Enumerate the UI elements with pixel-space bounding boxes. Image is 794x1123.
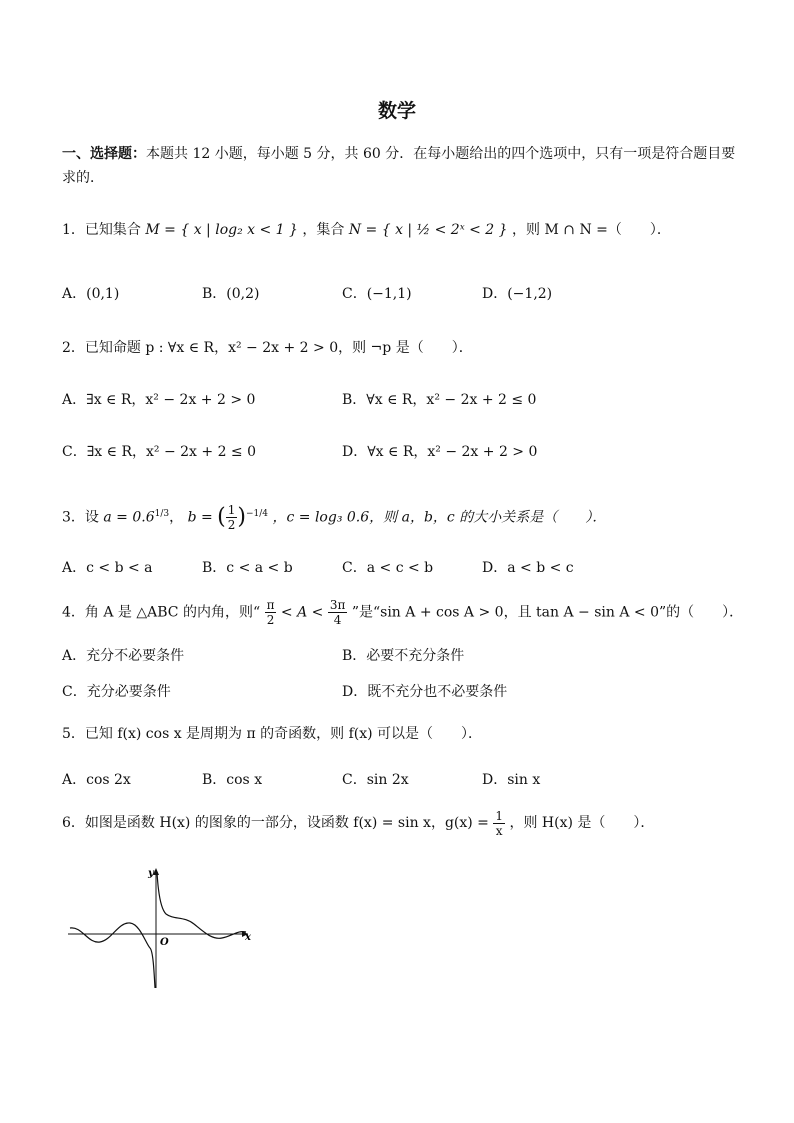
q4-mid: < A < bbox=[280, 604, 328, 621]
q2-option-a[interactable]: A．∃x ∈ R，x² − 2x + 2 > 0 bbox=[62, 392, 256, 408]
page-title: 数学 bbox=[377, 100, 416, 122]
q5-option-b[interactable]: B．cos x bbox=[202, 772, 263, 788]
q5-option-c[interactable]: C．sin 2x bbox=[342, 772, 409, 788]
q4-prefix: 4．角 A 是 △ABC 的内角，则“ bbox=[62, 604, 261, 621]
question-1-stem bbox=[62, 220, 671, 240]
question-5-stem: 5．已知 f(x) cos x 是周期为 π 的奇函数，则 f(x) 可以是（ ）． bbox=[62, 726, 483, 742]
q3-b: b = bbox=[187, 509, 213, 526]
q4-fraction-right: $\frac{3\pi}{4}$ bbox=[329, 598, 346, 627]
q3-a: a = 0.6 bbox=[103, 509, 155, 526]
q4-option-b[interactable]: B．必要不充分条件 bbox=[342, 648, 465, 664]
origin-label: O bbox=[160, 937, 169, 948]
q4-option-a[interactable]: A．充分不必要条件 bbox=[62, 648, 185, 664]
q3-option-d[interactable]: D．a < b < c bbox=[482, 560, 574, 576]
q3-b-fraction: $\frac{1}{2}$ bbox=[227, 503, 236, 533]
q1-option-c[interactable]: C．(−1,1) bbox=[342, 286, 412, 302]
q6-prefix: 6．如图是函数 H(x) 的图象的一部分，设函数 f(x) = sin x，g(x) = bbox=[62, 815, 489, 831]
curve-right bbox=[157, 872, 246, 938]
q4-fraction-left: $\frac{\pi}{2}$ bbox=[266, 598, 275, 627]
x-axis-label: x bbox=[245, 932, 251, 943]
q1-option-a[interactable]: A．(0,1) bbox=[62, 286, 120, 302]
q4-option-c[interactable]: C．充分必要条件 bbox=[62, 684, 171, 700]
section-instructions bbox=[62, 144, 735, 164]
question-4-stem bbox=[62, 598, 743, 627]
q1-set-n: N = { x | ½ < 2ˣ < 2 } bbox=[348, 222, 508, 238]
q2-option-d[interactable]: D．∀x ∈ R，x² − 2x + 2 > 0 bbox=[342, 444, 538, 460]
question-3-stem: 3．设 $a = 0.6^{1/3}$， b = ( $\frac{1}{2}$ )$^{-1/4}$ ，c = log₃ 0.6，则 a，b，c 的大小关系是（ ）． bbox=[62, 503, 607, 533]
section-text-1: 本题共 12 小题，每小题 5 分，共 60 分．在每小题给出的四个选项中，只有一项是符合题目要 bbox=[146, 146, 736, 162]
q3-paren-close: ) bbox=[237, 504, 246, 530]
question-6-stem bbox=[62, 808, 654, 838]
y-axis-arrow bbox=[153, 868, 159, 875]
q1-suffix: ，则 M ∩ N =（ ）． bbox=[512, 222, 671, 238]
q3-a-exponent: 1/3 bbox=[154, 509, 170, 519]
q6-fraction: $\frac{1}{x}$ bbox=[495, 808, 503, 838]
q5-option-a[interactable]: A．cos 2x bbox=[62, 772, 131, 788]
q1-prefix: 1．已知集合 bbox=[62, 222, 141, 238]
q1-set-m: M = { x | log₂ x < 1 } bbox=[145, 222, 298, 238]
q4-suffix: ”是“sin A + cos A > 0，且 tan A − sin A < 0”的（ ）． bbox=[351, 604, 744, 621]
question-2-stem: 2．已知命题 p : ∀x ∈ R，x² − 2x + 2 > 0，则 ¬p 是（ ）． bbox=[62, 340, 473, 356]
q3-c: ，c = log₃ 0.6，则 a，b，c 的大小关系是（ ）． bbox=[272, 509, 607, 526]
y-axis-label: y bbox=[148, 868, 154, 879]
q2-option-c[interactable]: C．∃x ∈ R，x² − 2x + 2 ≤ 0 bbox=[62, 444, 257, 460]
q3-option-a[interactable]: A．c < b < a bbox=[62, 560, 153, 576]
section-heading: 一、选择题： bbox=[62, 146, 146, 162]
q1-option-b[interactable]: B．(0,2) bbox=[202, 286, 260, 302]
q5-option-d[interactable]: D．sin x bbox=[482, 772, 541, 788]
q3-prefix: 3．设 bbox=[62, 509, 99, 526]
q1-option-d[interactable]: D．(−1,2) bbox=[482, 286, 553, 302]
function-graph bbox=[62, 860, 262, 995]
q3-option-c[interactable]: C．a < c < b bbox=[342, 560, 434, 576]
q4-option-d[interactable]: D．既不充分也不必要条件 bbox=[342, 684, 508, 700]
q1-mid: ，集合 bbox=[302, 222, 345, 238]
section-text-2: 求的． bbox=[62, 170, 104, 186]
q6-suffix: ，则 H(x) 是（ ）． bbox=[509, 815, 655, 831]
q3-paren-open: ( bbox=[217, 504, 226, 530]
curve-left bbox=[70, 923, 155, 988]
q3-option-b[interactable]: B．c < a < b bbox=[202, 560, 293, 576]
q2-option-b[interactable]: B．∀x ∈ R，x² − 2x + 2 ≤ 0 bbox=[342, 392, 537, 408]
q3-b-exponent: −1/4 bbox=[246, 509, 269, 519]
